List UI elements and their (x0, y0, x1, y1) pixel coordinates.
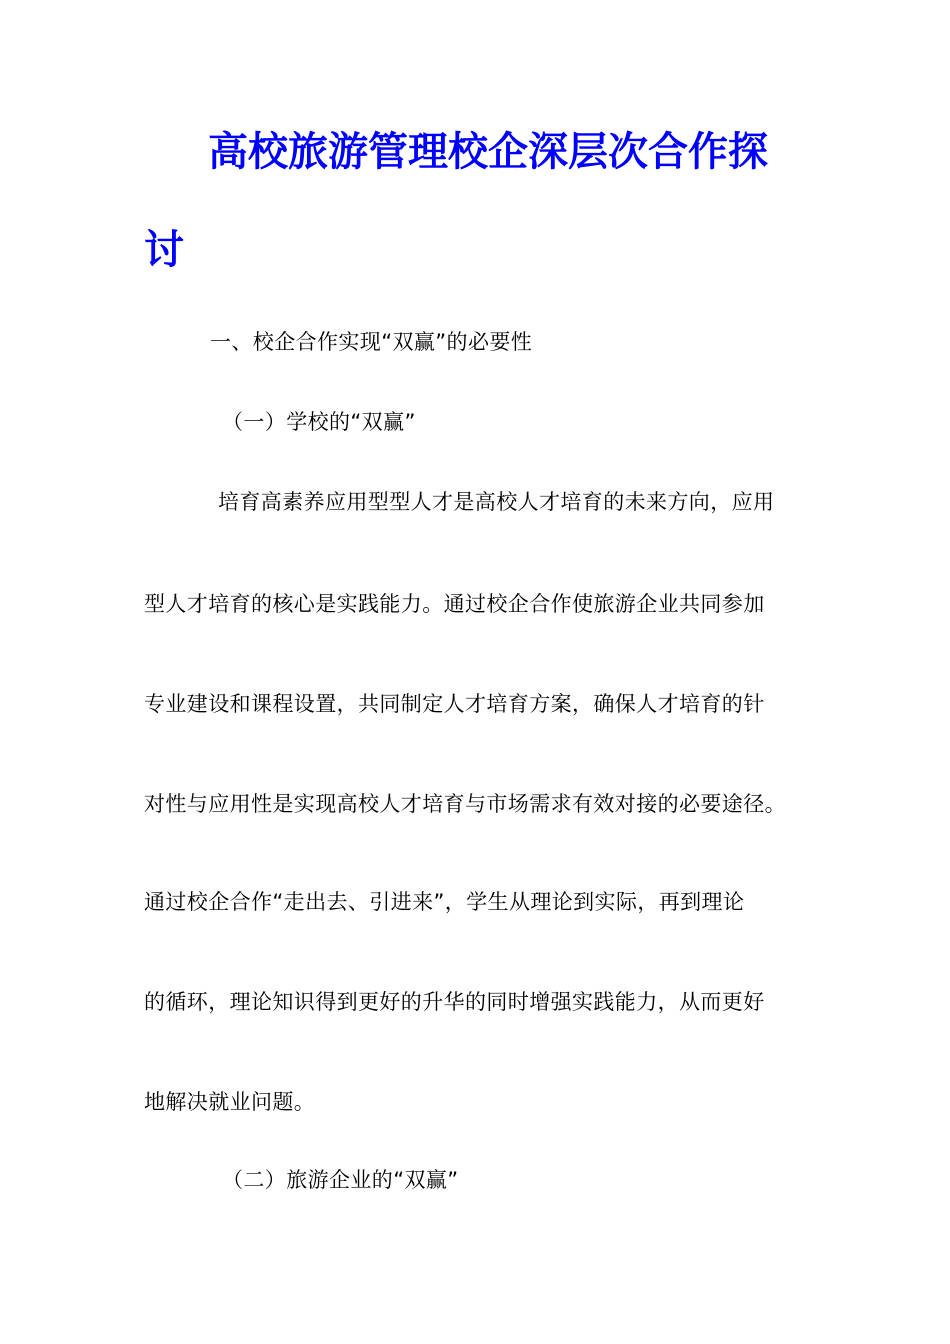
document-title-line-2: 讨 (144, 227, 184, 273)
document-title-line-1: 高校旅游管理校企深层次合作探 (208, 129, 768, 175)
subsection-heading-1: （一）学校的“双赢” (222, 410, 416, 434)
paragraph-line-2: 型人才培育的核心是实践能力。通过校企合作使旅游企业共同参加 (144, 592, 765, 616)
paragraph-line-5: 通过校企合作“走出去、引进来”，学生从理论到实际，再到理论 (144, 890, 745, 914)
paragraph-line-3: 专业建设和课程设置，共同制定人才培育方案，确保人才培育的针 (144, 692, 765, 716)
paragraph-line-1: 培育高素养应用型型人才是高校人才培育的未来方向，应用 (218, 490, 775, 514)
paragraph-line-6: 的循环，理论知识得到更好的升华的同时增强实践能力，从而更好 (144, 990, 765, 1014)
paragraph-line-7: 地解决就业问题。 (144, 1090, 316, 1114)
paragraph-line-4: 对性与应用性是实现高校人才培育与市场需求有效对接的必要途径。 (144, 792, 786, 816)
section-heading-1: 一、校企合作实现“双赢”的必要性 (210, 330, 533, 354)
subsection-heading-2: （二）旅游企业的“双赢” (222, 1168, 459, 1192)
